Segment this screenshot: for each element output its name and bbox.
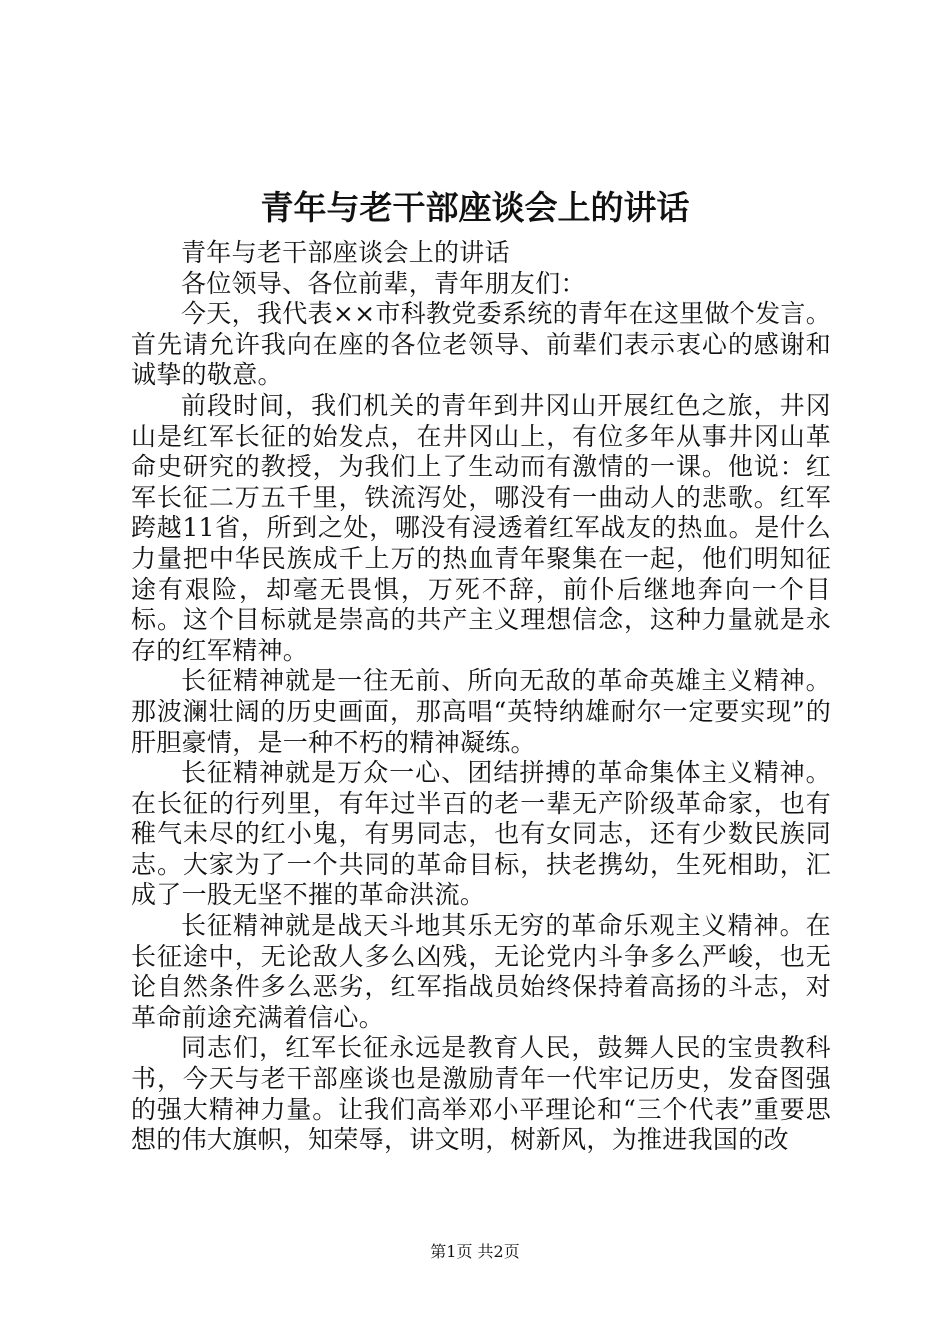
page-total: 共2页 (477, 1242, 520, 1261)
document-body (131, 238, 831, 1156)
document-title: 青年与老干部座谈会上的讲话 (260, 188, 690, 227)
page-footer (0, 1242, 950, 1262)
paragraph-heroism: 长征精神就是一往无前、所向无敌的革命英雄主义精神。那波澜壮阔的历史画面，那高唱“英特纳雄耐尔一定要实现”的肝胆豪情，是一种不朽的精神凝练。 (131, 666, 831, 757)
paragraph-opening: 今天，我代表××市科教党委系统的青年在这里做个发言。首先请允许我向在座的各位老领导、前辈们表示衷心的感谢和诚挚的敬意。 (131, 299, 831, 390)
paragraph-heading-repeat: 青年与老干部座谈会上的讲话 (181, 238, 510, 267)
paragraph-closing: 同志们，红军长征永远是教育人民，鼓舞人民的宝贵教科书，今天与老干部座谈也是激励青年一代牢记历史，发奋图强的强大精神力量。让我们高举邓小平理论和“三个代表”重要思想的伟大旗帜，知荣辱，讲文明，树新风，为推进我国的改 (131, 1033, 831, 1155)
paragraph-salutation: 各位领导、各位前辈，青年朋友们： (181, 268, 586, 298)
paragraph-optimism: 长征精神就是战天斗地其乐无穷的革命乐观主义精神。在长征途中，无论敌人多么凶残，无论党内斗争多么严峻，也无论自然条件多么恶劣，红军指战员始终保持着高扬的斗志，对革命前途充满着信心。 (131, 911, 831, 1032)
paragraph-collectivism: 长征精神就是万众一心、团结拼搏的革命集体主义精神。在长征的行列里，有年过半百的老一辈无产阶级革命家，也有稚气未尽的红小鬼，有男同志，也有女同志，还有少数民族同志。大家为了一个共同的革命目标，扶老携幼，生死相助，汇成了一股无坚不摧的革命洪流。 (131, 758, 831, 910)
paragraph-jinggangshan: 前段时间，我们机关的青年到井冈山开展红色之旅，井冈山是红军长征的始发点，在井冈山上，有位多年从事井冈山革命史研究的教授，为我们上了生动而有激情的一课。他说：红军长征二万五千里，铁流泻处，哪没有一曲动人的悲歌。红军跨越11省，所到之处，哪没有浸透着红军战友的热血。是什么力量把中华民族成千上万的热血青年聚集在一起，他们明知征途有艰险，却毫无畏惧，万死不辞，前仆后继地奔向一个目标。这个目标就是崇高的共产主义理想信念，这种力量就是永存的红军精神。 (131, 390, 831, 665)
page-number: 第1页 (430, 1242, 473, 1261)
